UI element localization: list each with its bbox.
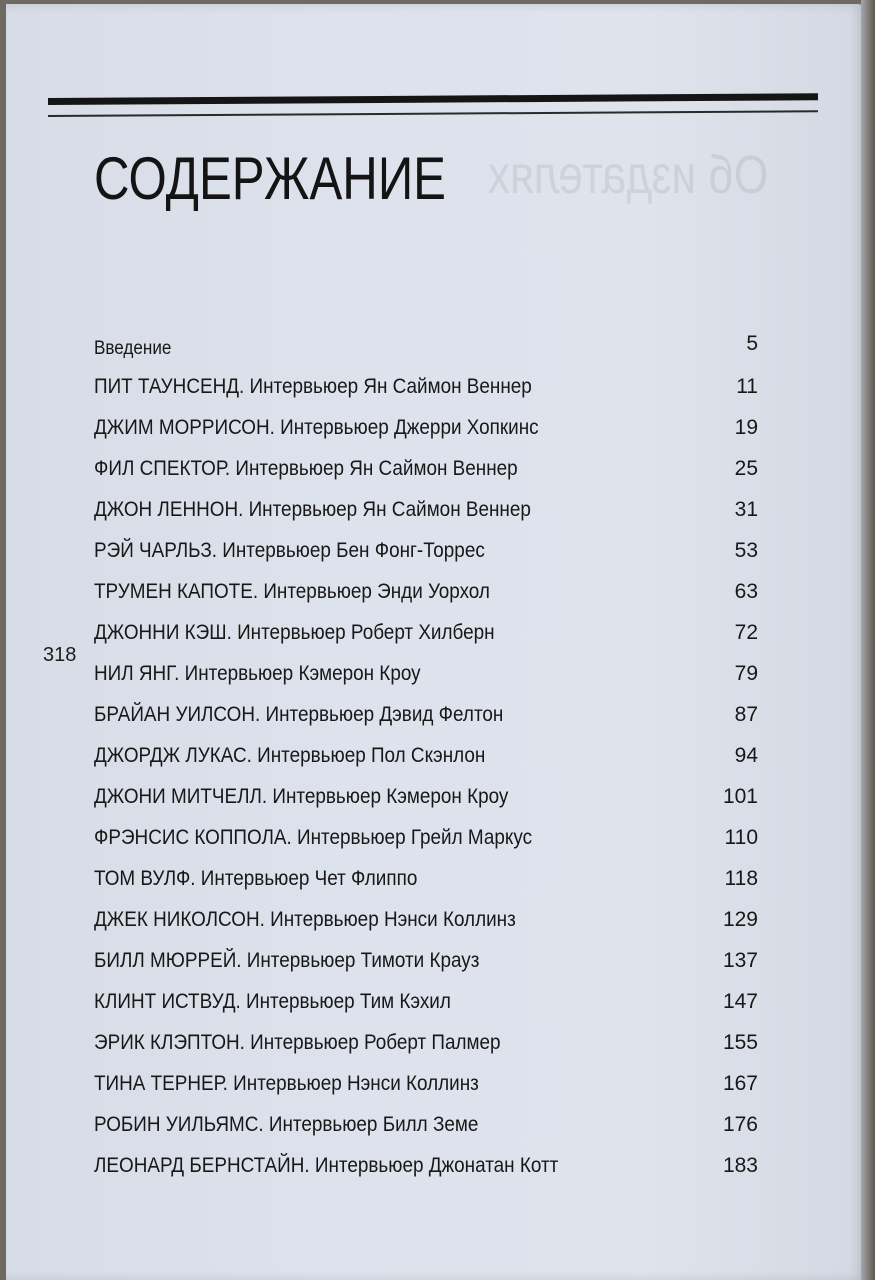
toc-entry	[94, 740, 774, 781]
toc-entry	[94, 863, 774, 904]
toc-entry	[94, 494, 774, 535]
toc-entry-page: 94	[734, 744, 758, 767]
toc-entry	[94, 535, 774, 576]
toc-entry-title: ЭРИК КЛЭПТОН. Интервьюер Роберт Палмер	[94, 1031, 501, 1054]
toc-entry-title: ФИЛ СПЕКТОР. Интервьюер Ян Саймон Веннер	[94, 457, 518, 480]
toc-entry-title: ДЖОННИ КЭШ. Интервьюер Роберт Хилберн	[94, 621, 495, 644]
header-rule-thin	[48, 110, 818, 117]
toc-entry-page: 19	[734, 416, 758, 439]
toc-entry-page: 176	[722, 1113, 758, 1136]
toc-entry-page: 155	[722, 1031, 758, 1054]
toc-entry	[94, 1068, 774, 1109]
toc-entry-page: 72	[734, 621, 758, 644]
page-number: 318	[43, 644, 77, 666]
table-of-contents	[94, 330, 774, 1191]
toc-entry-title: БРАЙАН УИЛСОН. Интервьюер Дэвид Фелтон	[94, 703, 504, 726]
toc-entry-page: 25	[734, 457, 758, 480]
toc-entry-page: 110	[724, 826, 758, 849]
toc-entry-title: ДЖИМ МОРРИСОН. Интервьюер Джерри Хопкинс	[94, 416, 539, 439]
toc-entry-page: 137	[722, 949, 758, 972]
page-title: СОДЕРЖАНИЕ	[94, 145, 446, 212]
toc-entry-title: РЭЙ ЧАРЛЬЗ. Интервьюер Бен Фонг-Торрес	[94, 539, 485, 562]
toc-entry-title: ДЖОН ЛЕННОН. Интервьюер Ян Саймон Веннер	[94, 498, 531, 521]
toc-entry	[94, 453, 774, 494]
toc-entry-title: ТОМ ВУЛФ. Интервьюер Чет Флиппо	[94, 867, 418, 890]
toc-entry	[94, 371, 774, 412]
toc-entry-page: 183	[722, 1154, 758, 1177]
toc-entry-title: РОБИН УИЛЬЯМС. Интервьюер Билл Земе	[94, 1113, 479, 1136]
toc-entry-title: ЛЕОНАРД БЕРНСТАЙН. Интервьюер Джонатан Котт	[94, 1154, 559, 1177]
toc-entry-title: НИЛ ЯНГ. Интервьюер Кэмерон Кроу	[94, 662, 421, 685]
toc-entry-title: ДЖОНИ МИТЧЕЛЛ. Интервьюер Кэмерон Кроу	[94, 785, 509, 808]
toc-entry	[94, 1109, 774, 1150]
book-page	[6, 4, 864, 1280]
toc-entry	[94, 1027, 774, 1068]
toc-entry-page: 53	[734, 539, 758, 562]
toc-entry-title: ДЖОРДЖ ЛУКАС. Интервьюер Пол Скэнлон	[94, 744, 486, 767]
show-through-heading: Об издателях	[487, 145, 769, 205]
toc-entry	[94, 904, 774, 945]
toc-entry-page: 167	[722, 1072, 758, 1095]
toc-entry-page: 11	[736, 375, 758, 398]
book-spine-edge	[861, 0, 875, 1280]
toc-entry	[94, 986, 774, 1027]
toc-entry	[94, 412, 774, 453]
toc-entry	[94, 822, 774, 863]
toc-entry-page: 101	[722, 785, 758, 808]
toc-entry-page: 129	[722, 908, 758, 931]
toc-entry-page: 31	[734, 498, 758, 521]
toc-entry	[94, 1150, 774, 1191]
toc-entry	[94, 945, 774, 986]
toc-entry-page: 118	[724, 867, 758, 890]
toc-entry	[94, 617, 774, 658]
toc-entry-title: ТРУМЕН КАПОТЕ. Интервьюер Энди Уорхол	[94, 580, 490, 603]
toc-entry-title: ПИТ ТАУНСЕНД. Интервьюер Ян Саймон Веннер	[94, 375, 532, 398]
toc-entry-page: 5	[746, 332, 758, 355]
toc-entry	[94, 781, 774, 822]
toc-entry	[94, 699, 774, 740]
toc-entry-title: БИЛЛ МЮРРЕЙ. Интервьюер Тимоти Крауз	[94, 949, 480, 972]
toc-entry	[94, 658, 774, 699]
header-rule-thick	[48, 93, 818, 105]
toc-entry-title: ФРЭНСИС КОППОЛА. Интервьюер Грейл Маркус	[94, 826, 533, 849]
toc-entry-title: ДЖЕК НИКОЛСОН. Интервьюер Нэнси Коллинз	[94, 908, 516, 931]
toc-entry-title: Введение	[94, 338, 172, 359]
toc-entry-page: 79	[734, 662, 758, 685]
toc-entry	[94, 330, 774, 371]
toc-entry-page: 87	[734, 703, 758, 726]
toc-entry-title: КЛИНТ ИСТВУД. Интервьюер Тим Кэхил	[94, 990, 451, 1013]
toc-entry	[94, 576, 774, 617]
toc-entry-title: ТИНА ТЕРНЕР. Интервьюер Нэнси Коллинз	[94, 1072, 479, 1095]
toc-entry-page: 63	[734, 580, 758, 603]
toc-entry-page: 147	[722, 990, 758, 1013]
